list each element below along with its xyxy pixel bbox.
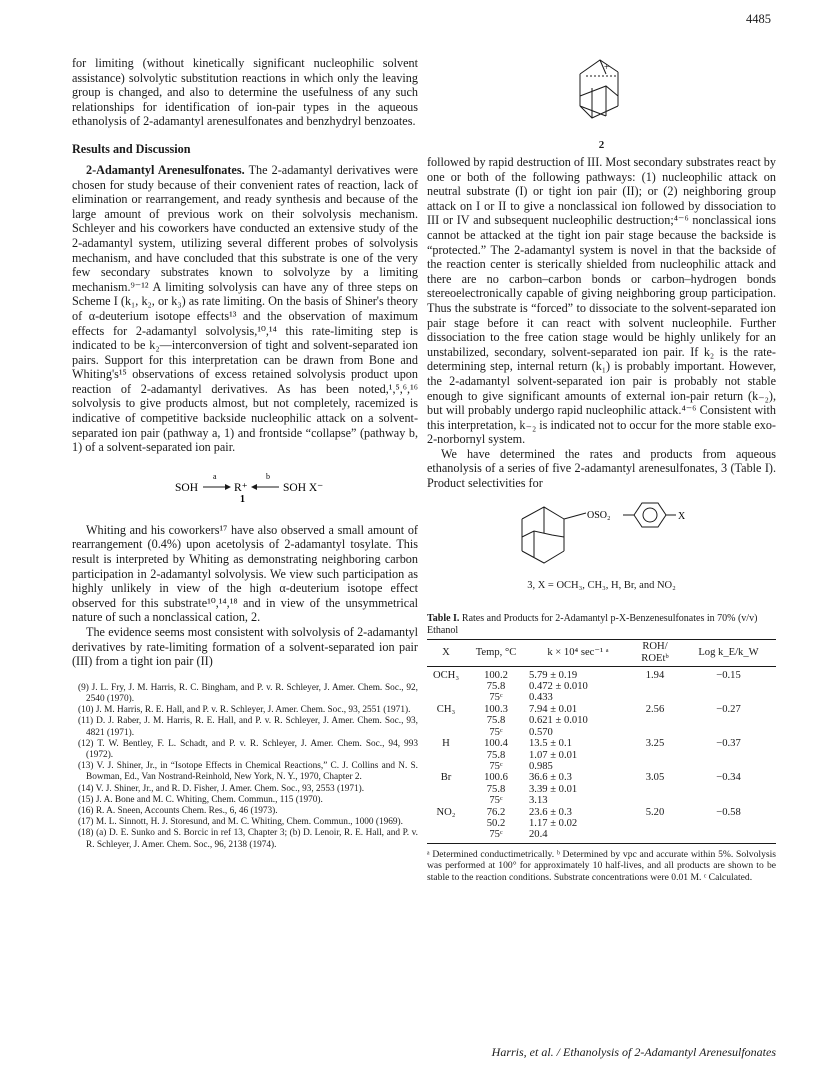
cell-k: 0.472 ± 0.010 (529, 681, 588, 693)
table-row (427, 750, 776, 761)
page-number: 4485 (746, 12, 771, 26)
cell-ratio: 1.94 (645, 669, 665, 681)
col-k: k × 10⁴ sec⁻¹ ᵃ (527, 639, 629, 666)
cell-temp: 100.6 (484, 772, 508, 784)
references (72, 683, 418, 851)
paragraph-rates: We have determined the rates and products from aqueous ethanolysis of a series of five 2-adamantyl arenesulfonates, 3 (Table I). Product selectivities for (427, 446, 776, 491)
structure-3-oso2: OSO₂ (586, 509, 610, 521)
structure-2-plus: + (603, 62, 609, 72)
reference-15: (15) J. A. Bone and M. C. Whiting, Chem. Commun., 115 (1970). (78, 794, 323, 805)
paragraph-destruction: followed by rapid destruction of III. Most secondary substrates react by one or both of the following pathways: (1) nucleophilic attack on neutral substrate (I) or tight ion pair (II); or (2) neighboring group attack on I or II to give a nonclassical ion followed by dissociation to III or IV and subsequent nucleophilic destruction;⁴⁻⁶ nonclassical ions cannot be attacked at the tight ion pair stage because the backside is “protected.” The 2-adamantyl system is novel in that the backside of the reaction center is sterically shielded from nucleophilic attack and there are no carbon–carbon bonds or carbon–hydrogen bonds stereoelectronically capable of giving neighboring group participation. Thus the substrate is “forced” to dissociate to the solvent-separated ion pair stage before it can react with solvent nucleophile. Further dissociation to the free cation stage would be highly unlikely for an unstabilized, secondary, solvent-separated ion pair. If k₂ is the rate-determining step, internal return (k₁) is probably important. However, the 2-adamantyl solvent-separated ion pair is probably not stable enough to give significant amounts of external ion-pair return (k₋₂), but will probably undergo rapid nucleophilic attack.⁴⁻⁶ Consistent with this interpretation, k₋₂ is indicated not to occur for the more stable exo-2-norbornyl system. (427, 155, 776, 447)
reference-12: (12) T. W. Bentley, F. L. Schadt, and P. v. R. Schleyer, J. Amer. Chem. Soc., 94, 993 (1972). (78, 738, 418, 760)
cell-k: 0.985 (529, 760, 553, 772)
section-heading: Results and Discussion (72, 141, 191, 156)
cell-k: 20.4 (527, 829, 629, 843)
table-row (427, 692, 776, 703)
table-row (427, 761, 776, 772)
structure-2-label: 2 (598, 139, 605, 151)
running-footer: Harris, et al. / Ethanolysis of 2-Adamantyl Arenesulfonates (491, 1045, 776, 1059)
cell-temp: 75ᶜ (489, 692, 503, 704)
intro-paragraph: for limiting (without kinetically significant nucleophilic solvent assistance) solvolytic substitution reactions in which only the leaving group is changed, and also to determine the usefulness of any such relationships for identification of ion-pair types in the aqueous ethanolysis of 2-adamantyl arenesulfonates and benzhydryl benzoates. (72, 56, 418, 129)
cell-k: 23.6 ± 0.3 (529, 806, 572, 818)
arenesulfonate-structure (502, 497, 702, 569)
cell-log: −0.15 (716, 669, 741, 681)
cell-k: 3.39 ± 0.01 (529, 783, 578, 795)
cell-k: 7.94 ± 0.01 (529, 703, 578, 715)
cell-x: Br (440, 772, 452, 784)
cell-k: 0.433 (529, 692, 553, 704)
cell-x: OCH₃ (432, 669, 460, 681)
cell-temp: 75ᶜ (465, 829, 527, 843)
structure-3-caption: 3, X = OCH₃, CH₃, H, Br, and NO₂ (527, 579, 676, 591)
table-row (427, 807, 776, 818)
paragraph-adamantyl-text: The 2-adamantyl derivatives were chosen for study because of their convenient rates of reaction, lack of elimination or rearrangement, and ready synthesis and because of the large amount of previous work on their solvolysis mechanism. Schleyer and his coworkers have conducted an extensive study of the 2-adamantyl system, utilizing several different probes of solvolysis mechanism, and have concluded that this substrate is one of the very few secondary substrates known to solvolyze by a limiting mechanism.⁹⁻¹² A limiting solvolysis can have any of three steps on Scheme I (k₁, k₂, or k₃) as rate limiting. On the basis of Shiner's theory of α-deuterium isotope effects¹³ and the observation of maximum effects for 2-adamantyl solvolysis,¹⁰,¹⁴ this rate-limiting step is indicated to be k₂—interconversion of tight and solvent-separated ion pairs. Support for this interpretation can be drawn from Bone and Whiting's¹⁵ observations of excess retained solvolysis product upon reaction of 2-adamantyl derivatives. As has been noted,¹,⁵,⁶,¹⁶ solvolysis to give products almost, but not completely, racemized is indicative of competitive backside nucleophilic attack on a solvent-separated ion pair (pathway a, 1) and frontside “collapse” (pathway b, 1) of a solvent-separated ion pair. (72, 162, 418, 455)
cell-ratio: 3.05 (645, 772, 665, 784)
reference-18: (18) (a) D. E. Sunko and S. Borcic in ref 13, Chapter 3; (b) D. Lenoir, R. E. Hall, and P. v. R. Schleyer, J. Amer. Chem. Soc., 96, 2138 (1974). (78, 828, 418, 850)
scheme-left: SOH (175, 481, 199, 494)
cell-k: 0.621 ± 0.010 (529, 715, 588, 727)
table-header-row (427, 639, 776, 666)
table-row (427, 666, 776, 681)
cell-log: −0.37 (716, 738, 741, 750)
structure-3 (427, 497, 776, 591)
scheme-center: R⁺ (234, 481, 248, 494)
cell-temp: 100.2 (484, 669, 508, 681)
cell-temp: 75ᶜ (489, 795, 503, 807)
scheme-1 (72, 469, 418, 507)
cell-k: 3.13 (529, 795, 548, 807)
cell-temp: 50.2 (486, 817, 506, 829)
cell-temp: 75ᶜ (489, 726, 503, 738)
table-row (427, 818, 776, 829)
scheme-right: SOH X⁻ (283, 481, 324, 494)
table-title (427, 613, 776, 637)
table-row (427, 772, 776, 783)
cell-log: −0.27 (716, 703, 741, 715)
adamantyl-cation-structure (562, 56, 642, 134)
paragraph-adamantyl (72, 163, 418, 455)
table-row (427, 829, 776, 843)
cell-temp: 75.8 (486, 749, 506, 761)
scheme-a-label: a (213, 471, 217, 481)
table-row (427, 704, 776, 715)
cell-ratio: 3.25 (645, 738, 665, 750)
cell-log: −0.58 (716, 806, 741, 818)
right-column (427, 56, 776, 883)
cell-k: 5.79 ± 0.19 (529, 669, 578, 681)
cell-ratio: 2.56 (645, 703, 665, 715)
scheme-b-label: b (266, 471, 270, 481)
table-row (427, 795, 776, 806)
reference-13: (13) V. J. Shiner, Jr., in “Isotope Effects in Chemical Reactions,” C. J. Collins and N. S. Bowman, Ed., Van Nostrand-Reinhold, New York, N. Y., 1970, Chapter 2. (78, 761, 418, 783)
runin-heading: 2-Adamantyl Arenesulfonates. (86, 162, 245, 177)
table-row (427, 727, 776, 738)
col-log: Log k_E/k_W (681, 639, 776, 666)
cell-temp: 75.8 (486, 783, 506, 795)
reference-17: (17) M. L. Sinnott, H. J. Storesund, and M. C. Whiting, Chem. Commun., 1000 (1969). (78, 817, 403, 828)
paragraph-evidence: The evidence seems most consistent with solvolysis of 2-adamantyl derivatives by rate-limiting formation of a solvent-separated ion pair (III) from a tight ion pair (II) (72, 625, 418, 669)
rates-table (427, 639, 776, 844)
table-row (427, 784, 776, 795)
table-title-text: Rates and Products for 2-Adamantyl p-X-Benzenesulfonates in 70% (v/v) Ethanol (427, 612, 758, 636)
cell-ratio: 5.20 (645, 806, 665, 818)
table-row (427, 738, 776, 749)
col-x: X (427, 639, 465, 666)
scheme-diagram (145, 469, 345, 503)
cell-x: CH₃ (436, 703, 456, 715)
cell-k: 13.5 ± 0.1 (529, 738, 572, 750)
cell-temp: 100.4 (484, 738, 508, 750)
cell-k: 1.07 ± 0.01 (529, 749, 578, 761)
arrow-b-head (251, 484, 257, 490)
cell-log: −0.34 (716, 772, 741, 784)
structure-3-x: X (677, 510, 685, 522)
structure-2 (427, 56, 776, 151)
cell-temp: 76.2 (486, 806, 506, 818)
scheme-label: 1 (240, 493, 245, 503)
cell-temp: 75.8 (486, 715, 506, 727)
reference-16: (16) R. A. Sneen, Accounts Chem. Res., 6, 46 (1973). (78, 806, 278, 817)
col-temp: Temp, °C (465, 639, 527, 666)
cell-temp: 75.8 (486, 681, 506, 693)
table-row (427, 715, 776, 726)
left-column (72, 56, 418, 851)
cell-k: 36.6 ± 0.3 (529, 772, 572, 784)
paragraph-whiting: Whiting and his coworkers¹⁷ have also observed a small amount of rearrangement (0.4%) upon acetolysis of 2-adamantyl tosylate. This result is interpreted by Whiting as demonstrating neighboring carbon participation in 2-adamantyl solvolysis. We view such participation as highly unlikely in view of the high α-deuterium isotope effect observed for this substrate¹⁰,¹⁴,¹⁸ and in view of the unsymmetrical nature of such a nonclassical cation, 2. (72, 522, 418, 625)
reference-9: (9) J. L. Fry, J. M. Harris, R. C. Bingham, and P. v. R. Schleyer, J. Amer. Chem. Soc., 92, 2540 (1970). (78, 682, 418, 704)
table-row (427, 681, 776, 692)
reference-10: (10) J. M. Harris, R. E. Hall, and P. v. R. Schleyer, J. Amer. Chem. Soc., 93, 2551 (1971). (78, 705, 411, 716)
col-ratio: ROH/ ROEtᵇ (629, 639, 681, 666)
cell-temp: 75ᶜ (489, 760, 503, 772)
reference-14: (14) V. J. Shiner, Jr., and R. D. Fisher, J. Amer. Chem. Soc., 93, 2553 (1971). (78, 783, 365, 794)
cell-x: H (442, 738, 450, 750)
arrow-a-head (225, 484, 231, 490)
cell-temp: 100.3 (484, 703, 508, 715)
reference-11: (11) D. J. Raber, J. M. Harris, R. E. Hall, and P. v. R. Schleyer, J. Amer. Chem. Soc., 93, 4821 (1971). (78, 716, 418, 738)
cell-k: 0.570 (529, 726, 553, 738)
cell-x: NO₂ (436, 806, 456, 818)
cell-k: 1.17 ± 0.02 (529, 817, 578, 829)
table-title-label: Table I. (427, 612, 460, 624)
table-footnotes: ᵃ Determined conductimetrically. ᵇ Determined by vpc and accurate within 5%. Solvolysis was performed at 100° for approximately 10 half-lives, and all products are shown to be stable to the reaction conditions. Substrate concentrations were 0.01 M. ᶜ Calculated. (427, 848, 776, 883)
